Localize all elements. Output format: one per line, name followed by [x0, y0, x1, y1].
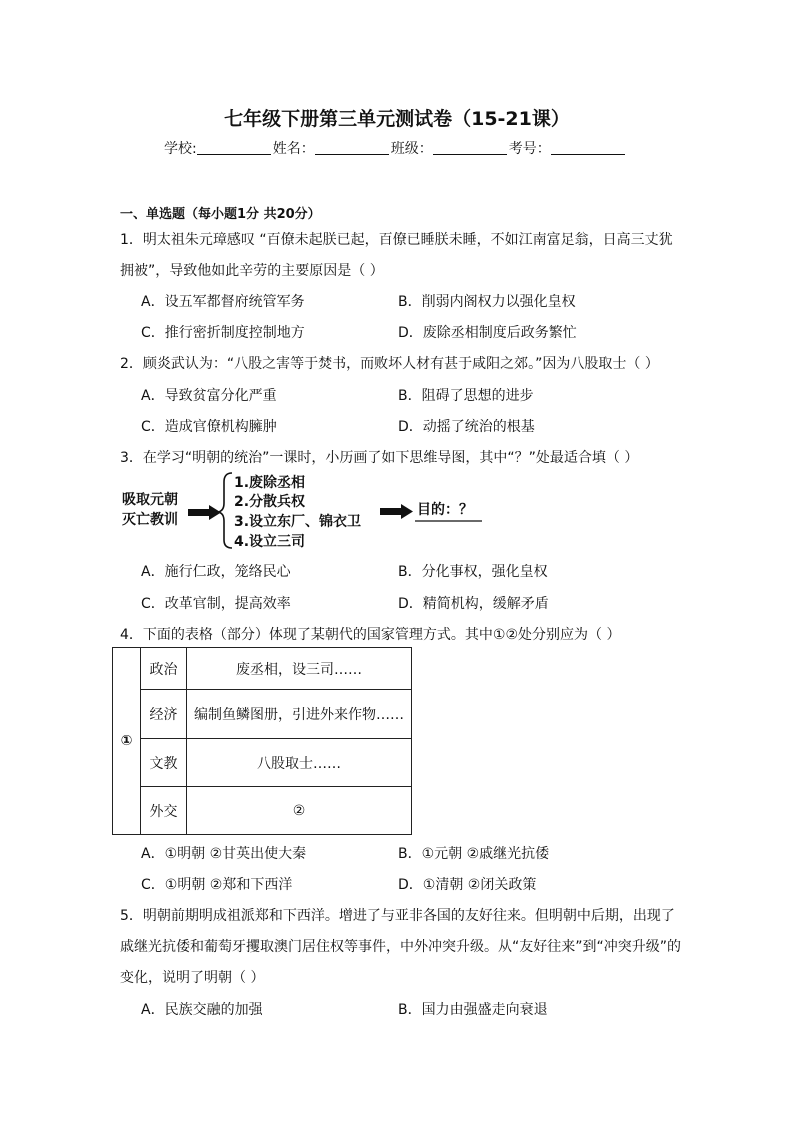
- question-2-option-a[interactable]: A．导致贫富分化严重: [141, 388, 277, 404]
- question-3-option-d[interactable]: D．精简机构，缓解矛盾: [398, 596, 549, 612]
- name-blank: [315, 140, 389, 155]
- question-5-line-1: 5．明朝前期明成祖派郑和下西洋。增进了与亚非各国的友好往来。但明朝中后期，出现了: [120, 908, 675, 924]
- name-label: 姓名：: [272, 141, 315, 157]
- question-2-line-1: 2．顾炎武认为：“八股之害等于焚书，而败坏人材有甚于咸阳之郊。”因为八股取士（ ）: [120, 356, 659, 372]
- question-2-option-d[interactable]: D．动摇了统治的根基: [398, 419, 535, 435]
- governance-table: [112, 647, 412, 835]
- question-1-option-b[interactable]: B．削弱内阁权力以强化皇权: [398, 294, 576, 310]
- class-label: 班级：: [390, 141, 433, 157]
- left-brace: [218, 473, 232, 548]
- question-2-option-c[interactable]: C．造成官僚机构臃肿: [141, 419, 277, 435]
- question-1-line-1: 1．明太祖朱元璋感叹 “百僚未起朕已起，百僚已睡朕未睡，不如江南富足翁，日高三丈犹: [120, 232, 673, 248]
- question-1-option-d[interactable]: D．废除丞相制度后政务繁忙: [398, 325, 577, 341]
- question-3-option-a[interactable]: A．施行仁政，笼络民心: [141, 564, 291, 580]
- question-4-option-c[interactable]: C．①明朝 ②郑和下西洋: [141, 877, 293, 893]
- table-row: [113, 739, 412, 787]
- school-blank: [197, 140, 271, 155]
- class-blank: [433, 140, 507, 155]
- mind-map: [120, 470, 500, 550]
- mind-map-item-2: 2.分散兵权: [234, 494, 306, 510]
- table-row: [113, 648, 412, 690]
- student-info-line: [164, 138, 627, 158]
- question-3-line-1: 3．在学习“明朝的统治”一课时，小历画了如下思维导图，其中“？”处最适合填（ ）: [120, 450, 639, 466]
- question-1-option-c[interactable]: C．推行密折制度控制地方: [141, 325, 305, 341]
- mind-map-item-3: 3.设立东厂、锦衣卫: [234, 514, 362, 530]
- table-key: 经济: [141, 690, 187, 739]
- table-value: 废丞相，设三司……: [187, 648, 412, 690]
- section-heading: 一、单选题（每小题1分 共20分）: [120, 207, 321, 222]
- question-5-line-3: 变化，说明了明朝（ ）: [120, 970, 265, 986]
- table-key: 文教: [141, 739, 187, 787]
- table-key: 外交: [141, 787, 187, 835]
- question-4-line-1: 4．下面的表格（部分）体现了某朝代的国家管理方式。其中①②处分别应为（ ）: [120, 627, 621, 643]
- table-row: [113, 690, 412, 739]
- question-4-option-a[interactable]: A．①明朝 ②甘英出使大秦: [141, 846, 307, 862]
- question-1-line-2: 拥被”，导致他如此辛劳的主要原因是（ ）: [120, 263, 384, 279]
- mind-map-left-line-1: 吸取元朝: [122, 492, 178, 508]
- number-label: 考号：: [508, 141, 551, 157]
- table-value: 八股取士……: [187, 739, 412, 787]
- question-4-option-d[interactable]: D．①清朝 ②闭关政策: [398, 877, 537, 893]
- question-4-option-b[interactable]: B．①元朝 ②戚继光抗倭: [398, 846, 550, 862]
- table-value: 编制鱼鳞图册，引进外来作物……: [187, 690, 412, 739]
- mind-map-left-line-2: 灭亡教训: [122, 512, 178, 528]
- question-5-option-a[interactable]: A．民族交融的加强: [141, 1002, 263, 1018]
- number-blank: [551, 140, 625, 155]
- mind-map-item-1: 1.废除丞相: [234, 475, 306, 491]
- question-1-option-a[interactable]: A．设五军都督府统管军务: [141, 294, 305, 310]
- mind-map-goal: 目的：？: [417, 502, 473, 518]
- arrow-2-head: [401, 504, 413, 519]
- question-3-option-c[interactable]: C．改革官制，提高效率: [141, 596, 291, 612]
- question-5-line-2: 戚继光抗倭和葡萄牙攫取澳门居住权等事件，中外冲突升级。从“友好往来”到“冲突升级”的: [120, 939, 682, 955]
- arrow-1-shaft: [188, 509, 210, 516]
- question-3-option-b[interactable]: B．分化事权，强化皇权: [398, 564, 548, 580]
- school-label: 学校:: [164, 141, 197, 157]
- mind-map-item-4: 4.设立三司: [234, 534, 306, 550]
- table-key: 政治: [141, 648, 187, 690]
- table-row: [113, 787, 412, 835]
- question-5-option-b[interactable]: B．国力由强盛走向衰退: [398, 1002, 548, 1018]
- arrow-2-shaft: [380, 508, 402, 515]
- page-title: 七年级下册第三单元测试卷（15-21课）: [224, 108, 570, 130]
- question-2-option-b[interactable]: B．阻碍了思想的进步: [398, 388, 534, 404]
- table-value: ②: [187, 787, 412, 835]
- table-merged-cell: ①: [113, 648, 141, 835]
